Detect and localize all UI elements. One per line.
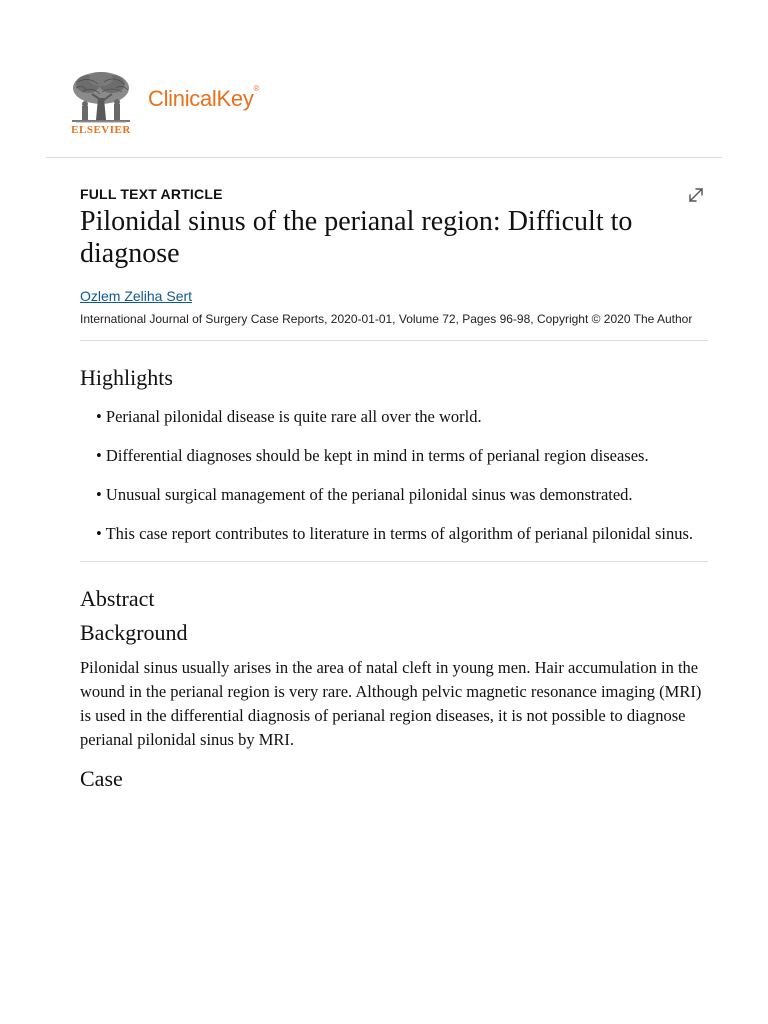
expand-icon[interactable]: [687, 186, 705, 204]
divider: [80, 561, 708, 562]
highlight-item: • Perianal pilonidal disease is quite rare all over the world.: [96, 407, 482, 426]
case-heading: Case: [80, 766, 123, 791]
highlights-list: [96, 405, 708, 546]
author-link[interactable]: Ozlem Zeliha Sert: [80, 288, 193, 304]
header: [0, 0, 768, 158]
article-title: Pilonidal sinus of the perianal region: Difficult to diagnose: [80, 206, 633, 269]
abstract-heading: Abstract: [80, 586, 155, 611]
brand-name: ClinicalKey: [148, 86, 254, 111]
clinicalkey-brand[interactable]: [148, 86, 259, 112]
highlight-item: • Differential diagnoses should be kept in mind in terms of perianal region diseases.: [96, 446, 649, 465]
highlight-item: • Unusual surgical management of the perianal pilonidal sinus was demonstrated.: [96, 485, 633, 504]
brand-registered-mark: ®: [253, 84, 260, 93]
publisher-wordmark: ELSEVIER: [71, 124, 131, 136]
background-text: Pilonidal sinus usually arises in the area of natal cleft in young men. Hair accumulation in the wound in the perianal region is very rare. Although pelvic magnetic resonance imaging (MRI) is used in the differential diagnosis of perianal region diseases, it is not possible to diagnose perianal pilonidal sinus by MRI.: [80, 658, 702, 749]
highlights-heading: Highlights: [80, 365, 173, 390]
article: [80, 186, 708, 792]
highlight-item: • This case report contributes to literature in terms of algorithm of perianal pilonidal sinus.: [96, 524, 694, 543]
citation: International Journal of Surgery Case Reports, 2020-01-01, Volume 72, Pages 96-98, Copyright © 2020 The Author: [80, 312, 693, 326]
background-heading: Background: [80, 620, 188, 645]
header-divider: [46, 157, 722, 158]
divider: [80, 340, 708, 341]
article-type-label: FULL TEXT ARTICLE: [80, 186, 223, 202]
